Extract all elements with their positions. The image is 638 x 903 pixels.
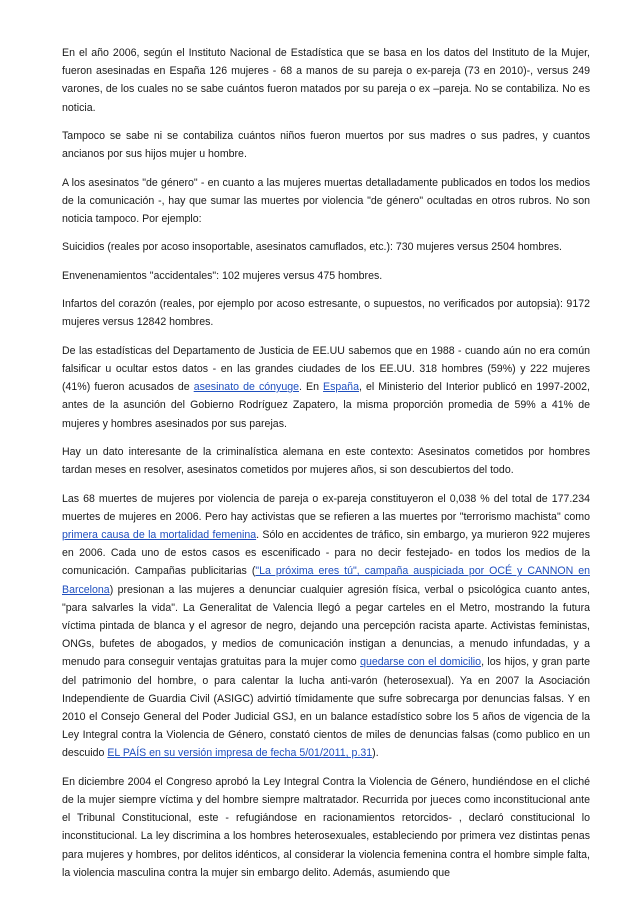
paragraph xyxy=(62,295,590,331)
text-run: A los asesinatos "de género" - en cuanto a las mujeres muertas detalladamente publicados en todos los medios de la comunicación -, hay que sumar las muertes por violencia "de género" ocultadas en otros rubros. No son noticia tampoco. Por ejemplo: xyxy=(62,176,590,225)
paragraph xyxy=(62,443,590,479)
document-body xyxy=(62,44,590,882)
text-run: Las 68 muertes de mujeres por violencia de pareja o ex-pareja constituyeron el 0,038 % del total de 177.234 muertes de mujeres en 2006. Pero hay activistas que se refieren a las muertes por "terrorismo machista" como xyxy=(62,492,590,523)
text-run: . En xyxy=(299,381,324,394)
text-run: , los hijos, y gran parte del patrimonio del hombre, o para calentar la lucha anti-varón (heterosexual). Ya en 2007 la Asociación Independiente de Guardia Civil (ASIGC) advirtió tímidamente que sufre sobrecarga por denuncias falsas. Y en 2010 el Consejo General del Poder Judicial GSJ, en un balance estadístico sobre los 5 años de vigencia de la Ley Integral contra la Violencia de Género, constató cientos de miles de denuncias falsas (como publico en un descuido xyxy=(62,656,590,760)
inline-link[interactable]: asesinato de cónyuge xyxy=(193,381,299,394)
inline-link[interactable]: "La próxima eres tú", campaña auspiciada por OCÉ y CANNON en Barcelona xyxy=(62,565,590,596)
text-run: ) presionan a las mujeres a denunciar cualquier agresión física, verbal o psicológica cuanto antes, "para salvarles la vida". La Generalitat de Valencia llegó a pegar carteles en el Metro, mostrando la futura víctima pintada de blanca y el agresor de negro, dejando una percepción racista aparte. Activistas feministas, ONGs, bufetes de abogados, y medios de comunicación instigan a denuncias, a menudo infundadas, y a menudo para conseguir ventajas gratuitas para la mujer como xyxy=(62,583,590,669)
paragraph xyxy=(62,238,590,256)
inline-link[interactable]: quedarse con el domicilio xyxy=(360,656,482,669)
text-run: Tampoco se sabe ni se contabiliza cuántos niños fueron muertos por sus madres o sus padres, y cuantos ancianos por sus hijos mujer u hombre. xyxy=(62,130,590,161)
text-run: ). xyxy=(372,747,379,760)
text-run: En diciembre 2004 el Congreso aprobó la Ley Integral Contra la Violencia de Género, hundiéndose en el cliché de la mujer siempre víctima y del hombre siempre maltratador. Recurrida por jueces como inconstitucional ante el Tribunal Constitucional, este - refugiándose en racionamientos retorcidos- , declaró constitucional lo inconstitucional. La ley discrimina a los hombres heterosexuales, estableciendo por primera vez distintas penas para mujeres y hombres, por delitos idénticos, al considerar la violencia femenina contra el hombre simple falta, la violencia masculina contra la mujer sin embargo delito. Además, asumiendo que xyxy=(62,775,590,879)
paragraph xyxy=(62,773,590,882)
text-run: Infartos del corazón (reales, por ejemplo por acoso estresante, o supuestos, no verificados por autopsia): 9172 mujeres versus 12842 hombres. xyxy=(62,298,590,329)
text-run: Hay un dato interesante de la criminalística alemana en este contexto: Asesinatos cometidos por hombres tardan meses en resolver, asesinatos cometidos por mujeres años, si son descubiertos del todo. xyxy=(62,445,590,477)
inline-link[interactable]: primera causa de la mortalidad femenina xyxy=(62,528,257,541)
paragraph xyxy=(62,174,590,229)
inline-link[interactable]: España xyxy=(323,381,359,394)
paragraph xyxy=(62,127,590,163)
text-run: , el Ministerio del Interior publicó en 1997-2002, antes de la asunción del Gobierno Rodríguez Zapatero, la misma proporción promedia de 59% a 41% de mujeres y hombres asesinados por sus parejas. xyxy=(62,381,590,430)
text-run: Suicidios (reales por acoso insoportable, asesinatos camuflados, etc.): 730 mujeres versus 2504 hombres. xyxy=(62,241,562,254)
paragraph xyxy=(62,490,590,763)
paragraph xyxy=(62,44,590,117)
text-run: Envenenamientos "accidentales": 102 mujeres versus 475 hombres. xyxy=(62,269,383,282)
paragraph xyxy=(62,267,590,285)
inline-link[interactable]: EL PAÍS en su versión impresa de fecha 5/01/2011, p.31 xyxy=(107,747,373,760)
paragraph xyxy=(62,342,590,433)
text-run: De las estadísticas del Departamento de Justicia de EE.UU sabemos que en 1988 - cuando aún no era común falsificar u ocultar estos datos - en las grandes ciudades de los EE.UU. 318 hombres (59%) y 222 mujeres (41%) fueron acusados de xyxy=(62,344,590,394)
text-run: . Sólo en accidentes de tráfico, sin embargo, ya murieron 922 mujeres en 2006. Cada uno de estos casos es escenificado - para no decir festejado- en todos los medios de la comunicación. Campañas publicitarias ( xyxy=(62,528,590,578)
text-run: En el año 2006, según el Instituto Nacional de Estadística que se basa en los datos del Instituto de la Mujer, fueron asesinadas en España 126 mujeres - 68 a manos de su pareja o ex-pareja (73 en 2010)-, versus 249 varones, de los cuales no se sabe cuántos fueron matados por su pareja o ex –pareja. No se contabiliza. No es noticia. xyxy=(62,47,590,114)
